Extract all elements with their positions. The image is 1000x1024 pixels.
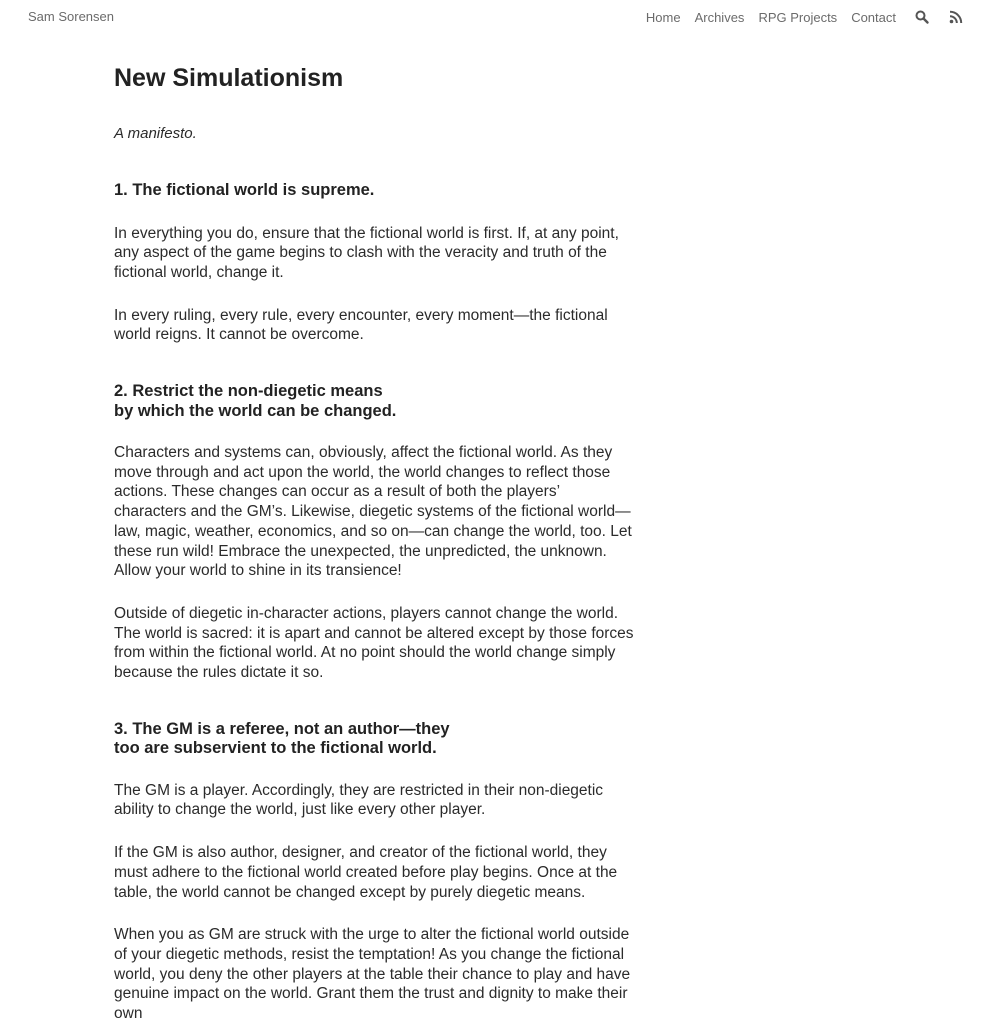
nav-contact[interactable]: Contact xyxy=(851,9,896,25)
section-2-heading-line-2: by which the world can be changed. xyxy=(114,401,397,420)
site-name-link[interactable]: Sam Sorensen xyxy=(28,9,114,24)
section-2-paragraph-1: Characters and systems can, obviously, affect the fictional world. As they move through and act upon the world, the world changes to reflect those actions. These changes can occur as a result of both the players’ characters and the GM’s. Likewise, diegetic systems of the fictional world—law, magic, weather, economics, and so on—can change the world, too. Let these run wild! Embrace the unexpected, the unpredicted, the unknown. Allow your world to shine in its transience! xyxy=(114,444,632,580)
section-3-heading-line-2: too are subservient to the fictional world. xyxy=(114,739,437,758)
page-title: New Simulationism xyxy=(114,64,344,92)
section-1-paragraph-1: In everything you do, ensure that the fictional world is first. If, at any point, any aspect of the game begins to clash with the veracity and truth of the fictional world, change it. xyxy=(114,224,619,281)
main-nav xyxy=(632,9,964,25)
search-icon[interactable] xyxy=(914,9,930,25)
section-2-paragraph-2: Outside of diegetic in-character actions, players cannot change the world. The world is sacred: it is apart and cannot be altered except by those forces from within the fictional world. At no point should the world change simply because the rules dictate it so. xyxy=(114,604,634,682)
section-3-paragraph-3: When you as GM are struck with the urge to alter the fictional world outside of your diegetic methods, resist the temptation! As you change the fictional world, you deny the other players at the table their chance to play and have genuine impact on the world. Grant them the trust and dignity to make their own xyxy=(114,926,631,1023)
nav-archives[interactable]: Archives xyxy=(694,9,745,25)
nav-rpg-projects[interactable]: RPG Projects xyxy=(758,9,838,25)
section-2-heading xyxy=(114,382,634,421)
rss-icon[interactable] xyxy=(948,9,964,25)
section-1-heading xyxy=(114,181,634,201)
section-3-heading xyxy=(114,720,634,759)
section-2-heading-line-1: 2. Restrict the non-diegetic means xyxy=(114,382,383,401)
section-3-heading-line-1: 3. The GM is a referee, not an author—they xyxy=(114,719,450,738)
nav-home[interactable]: Home xyxy=(645,9,681,25)
section-1-heading-line: 1. The fictional world is supreme. xyxy=(114,181,375,199)
section-3-paragraph-1: The GM is a player. Accordingly, they are restricted in their non-diegetic ability to change the world, just like every other player. xyxy=(114,781,604,819)
article-subtitle: A manifesto. xyxy=(114,125,197,142)
section-1-paragraph-2: In every ruling, every rule, every encounter, every moment—the fictional world reigns. It cannot be overcome. xyxy=(114,306,608,344)
article xyxy=(114,56,634,1024)
section-3-paragraph-2: If the GM is also author, designer, and creator of the fictional world, they must adhere to the fictional world created before play begins. Once at the table, the world cannot be changed except by purely diegetic means. xyxy=(114,844,618,901)
site-header xyxy=(0,0,1000,34)
